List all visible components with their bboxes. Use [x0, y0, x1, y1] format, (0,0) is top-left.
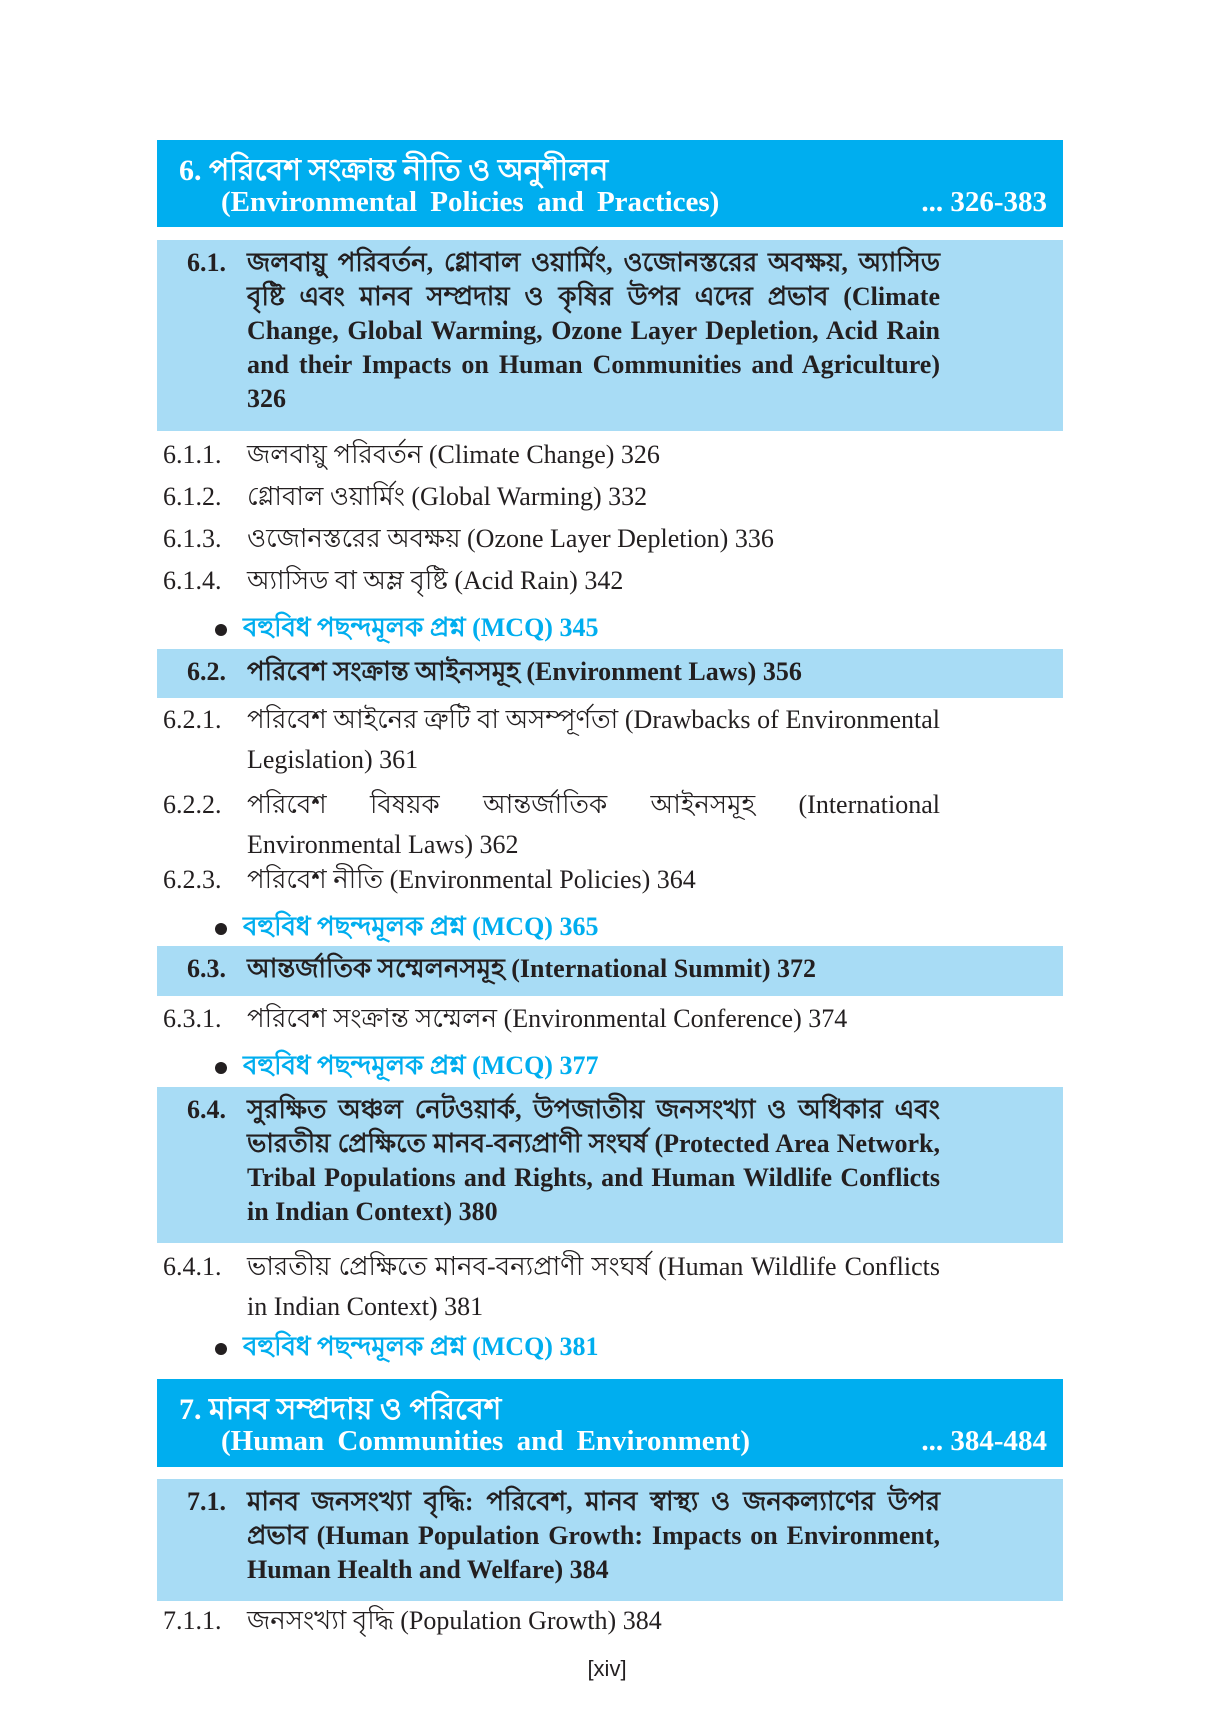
section-title: আন্তর্জাতিক সম্মেলনসমূহ (International Summit) 372: [247, 954, 817, 983]
section-title: সুরক্ষিত অঞ্চল নেটওয়ার্ক, উপজাতীয় জনসংখ্যা ও অধিকার এবং ভারতীয় প্রেক্ষিতে মানব-বন্যপ্রাণী সংঘর্ষ (Protected Area Network, Tribal Populations and Rights, and Human Wildlife Conflicts in Indian Context) 380: [247, 1095, 940, 1226]
chapter-title-bn: 7. মানব সম্প্রদায় ও পরিবেশ: [179, 1393, 502, 1426]
subsection-title: জলবায়ু পরিবর্তন (Climate Change) 326: [247, 440, 660, 469]
section-7-1: [157, 1479, 1063, 1601]
mcq-label: বহুবিধ পছন্দমূলক প্রশ্ন (MCQ) 377: [243, 1051, 599, 1080]
subsection-number: 6.1.4.: [163, 566, 222, 595]
subsection-title: পরিবেশ আইনের ত্রুটি বা অসম্পূর্ণতা (Drawbacks of Environmental Legislation) 361: [247, 705, 940, 774]
subsection-title: গ্লোবাল ওয়ার্মিং (Global Warming) 332: [247, 482, 648, 511]
subsection-number: 6.2.3.: [163, 865, 222, 894]
chapter-6-header: [157, 140, 1063, 227]
subsection-number: 6.1.1.: [163, 440, 222, 469]
mcq-entry: [215, 906, 598, 950]
section-title: পরিবেশ সংক্রান্ত আইনসমূহ (Environment Laws) 356: [247, 657, 802, 686]
chapter-7-header: [157, 1379, 1063, 1467]
bullet-icon: [215, 1343, 227, 1355]
subsection-number: 6.1.2.: [163, 482, 222, 511]
mcq-entry: [215, 1326, 598, 1370]
section-title: মানব জনসংখ্যা বৃদ্ধি: পরিবেশ, মানব স্বাস্থ্য ও জনকল্যাণের উপর প্রভাব (Human Population Growth: Impacts on Environment, Human Health and Welfare) 384: [247, 1487, 940, 1584]
section-number: 7.1.: [187, 1487, 226, 1516]
section-6-2: [157, 649, 1063, 698]
subsection-number: 7.1.1.: [163, 1606, 222, 1635]
section-number: 6.3.: [187, 954, 226, 983]
section-number: 6.1.: [187, 248, 226, 277]
bullet-icon: [215, 1062, 227, 1074]
section-number: 6.4.: [187, 1095, 226, 1124]
page-number: [xiv]: [587, 1656, 627, 1681]
subsection-title: পরিবেশ বিষয়ক আন্তর্জাতিক আইনসমূহ (International Environmental Laws) 362: [247, 790, 940, 859]
mcq-label: বহুবিধ পছন্দমূলক প্রশ্ন (MCQ) 365: [243, 912, 599, 941]
subsection-title: অ্যাসিড বা অম্ল বৃষ্টি (Acid Rain) 342: [247, 566, 624, 595]
bullet-icon: [215, 624, 227, 636]
section-title: জলবায়ু পরিবর্তন, গ্লোবাল ওয়ার্মিং, ওজোনস্তরের অবক্ষয়, অ্যাসিড বৃষ্টি এবং মানব সম্প্রদায় ও কৃষির উপর এদের প্রভাব (Climate Change, Global Warming, Ozone Layer Depletion, Acid Rain and their Impacts on Human Communities and Agriculture) 326: [247, 248, 940, 413]
subsection-title: পরিবেশ সংক্রান্ত সম্মেলন (Environmental Conference) 374: [247, 1004, 848, 1033]
bullet-icon: [215, 923, 227, 935]
subsection-title: জনসংখ্যা বৃদ্ধি (Population Growth) 384: [247, 1606, 662, 1635]
section-6-3: [157, 946, 1063, 996]
subsection-number: 6.1.3.: [163, 524, 222, 553]
chapter-title-en: (Human Communities and Environment): [221, 1425, 751, 1457]
mcq-label: বহুবিধ পছন্দমূলক প্রশ্ন (MCQ) 381: [243, 1332, 599, 1361]
subsection-title: পরিবেশ নীতি (Environmental Policies) 364: [247, 865, 696, 894]
subsection-number: 6.4.1.: [163, 1252, 222, 1281]
mcq-entry: [215, 1045, 598, 1089]
section-6-4: [157, 1087, 1063, 1243]
section-6-1: [157, 240, 1063, 431]
subsection-title: ওজোনস্তরের অবক্ষয় (Ozone Layer Depletion) 336: [247, 524, 774, 553]
chapter-pages: ... 384-484: [921, 1425, 1047, 1457]
subsection-number: 6.2.2.: [163, 790, 222, 819]
chapter-pages: ... 326-383: [921, 186, 1047, 218]
section-number: 6.2.: [187, 657, 226, 686]
subsection-number: 6.2.1.: [163, 705, 222, 734]
subsection-number: 6.3.1.: [163, 1004, 222, 1033]
chapter-title-bn: 6. পরিবেশ সংক্রান্ত নীতি ও অনুশীলন: [179, 154, 609, 187]
chapter-title-en: (Environmental Policies and Practices): [221, 186, 720, 218]
mcq-entry: [215, 607, 598, 651]
subsection-title: ভারতীয় প্রেক্ষিতে মানব-বন্যপ্রাণী সংঘর্ষ (Human Wildlife Conflicts in Indian Context) 381: [247, 1252, 940, 1321]
mcq-label: বহুবিধ পছন্দমূলক প্রশ্ন (MCQ) 345: [243, 613, 599, 642]
